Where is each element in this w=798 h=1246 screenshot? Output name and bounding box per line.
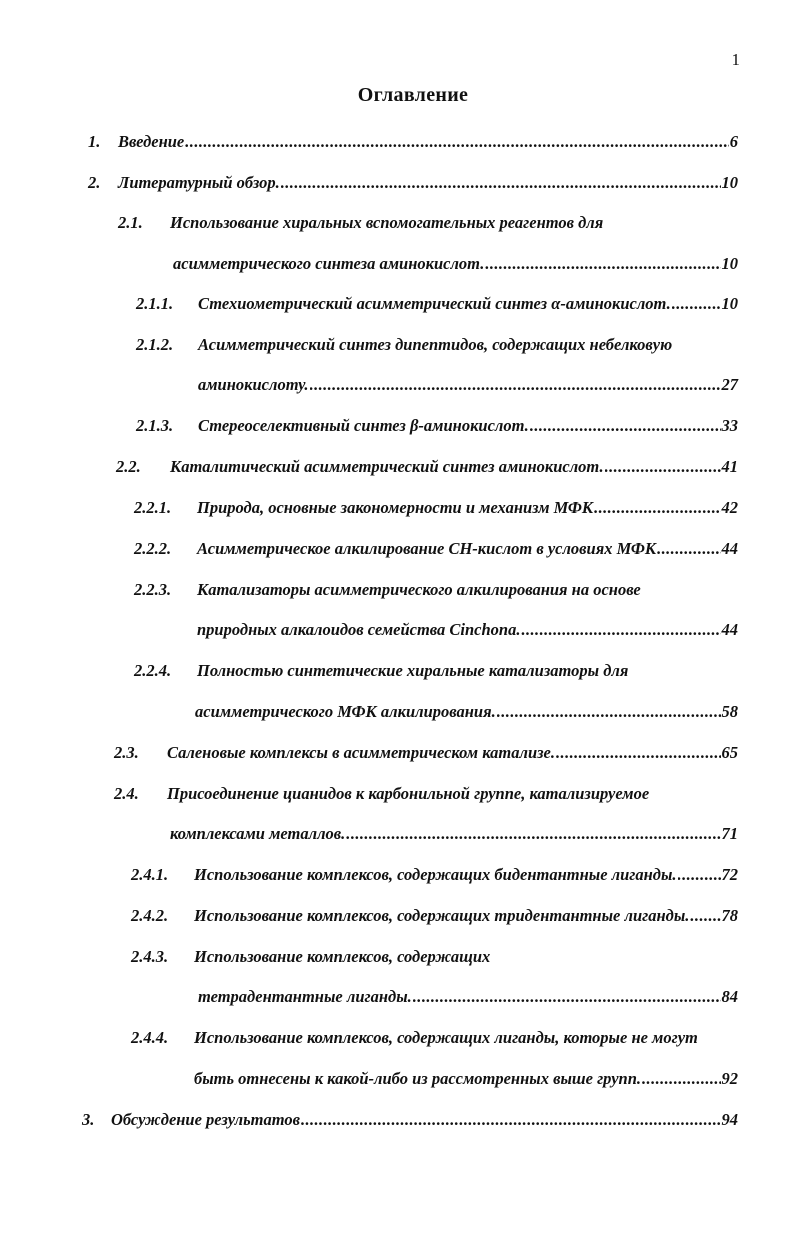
dot-leader [657, 539, 720, 559]
toc-entry-2-3-page: 65 [721, 743, 738, 762]
toc-entry-2-1-2[interactable] [198, 375, 738, 395]
dot-leader [690, 906, 720, 926]
toc-entry-2-1-1[interactable] [198, 294, 738, 314]
page-number: 1 [731, 50, 740, 69]
dot-leader [530, 416, 721, 436]
dot-leader [672, 294, 721, 314]
toc-entry-3[interactable] [111, 1110, 738, 1130]
toc-entry-2-4-1-page: 72 [721, 865, 738, 884]
toc-entry-2-1-number: 2.1. [118, 213, 143, 232]
toc-entry-2-1-2-number: 2.1.2. [136, 335, 174, 354]
toc-entry-2-4-1[interactable] [194, 865, 738, 885]
toc-entry-2[interactable] [118, 173, 738, 193]
toc-entry-2-2-3[interactable] [197, 620, 738, 640]
toc-entry-2-4-4[interactable] [194, 1069, 738, 1089]
toc-entry-2-4-3-page: 84 [721, 987, 738, 1006]
toc-entry-2-2-number: 2.2. [116, 457, 141, 476]
toc-entry-2-2-text: Каталитический асимметрический синтез аминокислот. [170, 457, 604, 476]
dot-leader [346, 824, 720, 844]
toc-entry-2-4-3-line1[interactable]: Использование комплексов, содержащих [194, 947, 491, 966]
toc-entry-2-4-2-text: Использование комплексов, содержащих тридентантные лиганды. [194, 906, 690, 925]
dot-leader [642, 1069, 720, 1089]
toc-entry-2-1-2-page: 27 [721, 375, 738, 394]
toc-entry-2-1-3-text: Стереоселективный синтез β-аминокислот. [198, 416, 529, 435]
toc-entry-2-2-1-number: 2.2.1. [134, 498, 172, 517]
toc-entry-2-4-2-page: 78 [721, 906, 738, 925]
toc-entry-2-2-3-number: 2.2.3. [134, 580, 172, 599]
dot-leader [521, 620, 720, 640]
toc-entry-1-page: 6 [729, 132, 738, 151]
page-title: Оглавление [357, 84, 469, 106]
toc-entry-2-4[interactable] [170, 824, 738, 844]
toc-entry-1-text: Введение [118, 132, 185, 151]
toc-entry-2-2-page: 41 [721, 457, 738, 476]
toc-entry-2-2-4-line1[interactable]: Полностью синтетические хиральные катализаторы для [197, 661, 629, 680]
toc-entry-2-4-4-page: 92 [721, 1069, 738, 1088]
toc-entry-2-4-1-number: 2.4.1. [131, 865, 169, 884]
dot-leader [185, 132, 728, 152]
toc-entry-2-4-3-number: 2.4.3. [131, 947, 169, 966]
dot-leader [678, 865, 721, 885]
toc-entry-2-2-4[interactable] [195, 702, 738, 722]
toc-entry-2-3[interactable] [167, 743, 738, 763]
toc-entry-2-4-line1[interactable]: Присоединение цианидов к карбонильной группе, катализируемое [167, 784, 650, 803]
toc-entry-2-2-3-page: 44 [721, 620, 738, 639]
toc-entry-2-1-2-line1[interactable]: Асимметрический синтез дипептидов, содержащих небелковую [198, 335, 673, 354]
toc-entry-2-2-2[interactable] [197, 539, 738, 559]
toc-entry-2-2-2-text: Асимметрическое алкилирование СН-кислот в условиях МФК [197, 539, 657, 558]
dot-leader [497, 702, 721, 722]
toc-entry-2-4-4-text: быть отнесены к какой-либо из рассмотренных выше групп. [194, 1069, 642, 1088]
toc-entry-2-2[interactable] [170, 457, 738, 477]
toc-entry-2-4-number: 2.4. [114, 784, 139, 803]
toc-entry-2-2-1-page: 42 [721, 498, 738, 517]
toc-entry-2-4-3[interactable] [198, 987, 738, 1007]
toc-entry-1[interactable] [118, 132, 738, 152]
toc-entry-2-3-text: Саленовые комплексы в асимметрическом катализе. [167, 743, 556, 762]
toc-entry-2-1-2-text: аминокислоту. [198, 375, 309, 394]
toc-entry-2-2-1[interactable] [197, 498, 738, 518]
toc-entry-2-4-2[interactable] [194, 906, 738, 926]
toc-entry-2-4-2-number: 2.4.2. [131, 906, 169, 925]
dot-leader [605, 457, 721, 477]
toc-entry-2-2-4-text: асимметрического МФК алкилирования. [195, 702, 496, 721]
toc-entry-2-2-1-text: Природа, основные закономерности и механизм МФК [197, 498, 594, 517]
toc-entry-2-1-page: 10 [721, 254, 738, 273]
toc-entry-2-1-line1[interactable]: Использование хиральных вспомогательных реагентов для [170, 213, 604, 232]
toc-entry-2-1-3-number: 2.1.3. [136, 416, 174, 435]
toc-entry-2-4-3-text: тетрадентантные лиганды. [198, 987, 412, 1006]
toc-entry-3-number: 3. [82, 1110, 95, 1129]
toc-entry-2-1-1-number: 2.1.1. [136, 294, 174, 313]
dot-leader [281, 173, 721, 193]
toc-entry-2-2-3-line1[interactable]: Катализаторы асимметрического алкилирования на основе [197, 580, 641, 599]
toc-entry-2-1-3-page: 33 [721, 416, 738, 435]
toc-entry-2-3-number: 2.3. [114, 743, 139, 762]
toc-entry-3-page: 94 [721, 1110, 738, 1129]
dot-leader [485, 254, 720, 274]
toc-entry-2-2-3-text: природных алкалоидов семейства Cinchona. [197, 620, 521, 639]
toc-entry-1-number: 1. [88, 132, 101, 151]
toc-entry-2-1[interactable] [173, 254, 738, 274]
dot-leader [301, 1110, 721, 1130]
toc-entry-2-1-3[interactable] [198, 416, 738, 436]
toc-entry-2-page: 10 [721, 173, 738, 192]
toc-entry-2-4-1-text: Использование комплексов, содержащих бидентантные лиганды. [194, 865, 677, 884]
dot-leader [413, 987, 721, 1007]
toc-entry-2-2-4-number: 2.2.4. [134, 661, 172, 680]
toc-entry-3-text: Обсуждение результатов [111, 1110, 300, 1129]
toc-entry-2-1-text: асимметрического синтеза аминокислот. [173, 254, 485, 273]
toc-entry-2-number: 2. [88, 173, 101, 192]
dot-leader [556, 743, 720, 763]
toc-entry-2-4-page: 71 [721, 824, 738, 843]
toc-entry-2-1-1-text: Стехиометрический асимметрический синтез α-аминокислот. [198, 294, 671, 313]
dot-leader [594, 498, 720, 518]
toc-entry-2-text: Литературный обзор. [118, 173, 280, 192]
toc-entry-2-4-4-number: 2.4.4. [131, 1028, 169, 1047]
dot-leader [310, 375, 721, 395]
toc-entry-2-4-4-line1[interactable]: Использование комплексов, содержащих лиганды, которые не могут [194, 1028, 698, 1047]
toc-entry-2-4-text: комплексами металлов. [170, 824, 346, 843]
toc-entry-2-2-4-page: 58 [721, 702, 738, 721]
toc-entry-2-1-1-page: 10 [721, 294, 738, 313]
toc-entry-2-2-2-number: 2.2.2. [134, 539, 172, 558]
toc-entry-2-2-2-page: 44 [721, 539, 738, 558]
